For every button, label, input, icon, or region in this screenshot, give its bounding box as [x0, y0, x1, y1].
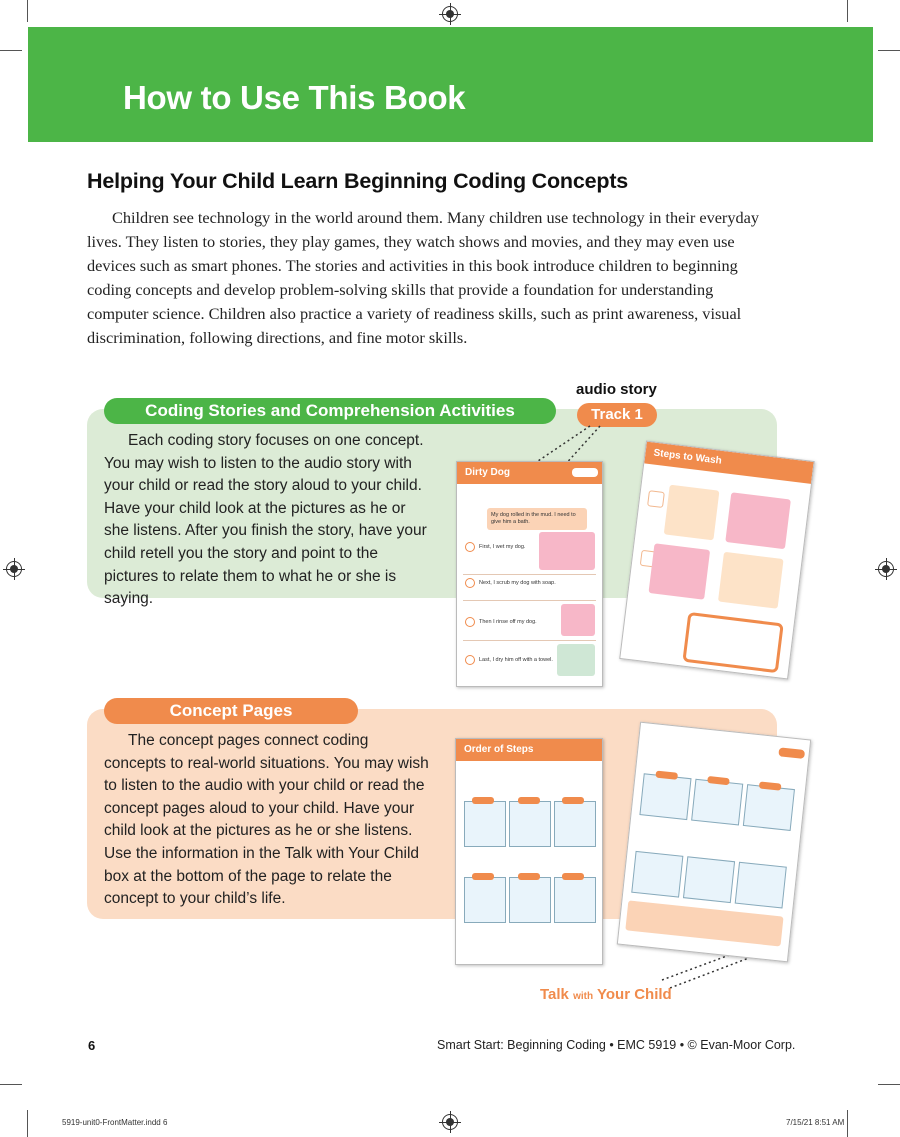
talk-with-your-child-label	[540, 986, 672, 1003]
story-step: Then I rinse off my dog.	[479, 619, 537, 625]
slug-date: 7/15/21 8:51 AM	[786, 1118, 845, 1127]
audio-story-label: audio story	[576, 381, 657, 398]
crop-mark	[847, 1110, 848, 1137]
crop-mark	[878, 1084, 900, 1085]
crop-mark	[878, 50, 900, 51]
talk-label-post: Your Child	[593, 986, 672, 1003]
activity-page-thumbnail	[619, 440, 815, 679]
crop-mark	[27, 0, 28, 22]
story-thumbnail-title: Dirty Dog	[457, 462, 602, 484]
coding-stories-body	[104, 430, 434, 611]
story-step: Next, I scrub my dog with soap.	[479, 580, 556, 586]
crop-mark	[0, 1084, 22, 1085]
registration-mark-icon	[6, 561, 22, 577]
header-banner	[28, 27, 873, 142]
concept-page-thumbnail-right	[617, 722, 811, 963]
registration-mark-icon	[442, 1114, 458, 1130]
slug-file: 5919-unit0-FrontMatter.indd 6	[62, 1118, 168, 1127]
activity-thumbnail-title: Steps to Wash	[644, 442, 813, 484]
talk-label-pre: Talk	[540, 986, 574, 1003]
concept-pages-paragraph: The concept pages connect coding concepts to real-world situations. You may wish to listen to the audio with your child or read the concept pages aloud to your child. Have your child look at the pictures as he or she listens. Use the information in the Talk with Your Child box at the bottom of the page to relate the concept to your child’s life.	[104, 732, 429, 908]
section-title: Helping Your Child Learn Beginning Coding Concepts	[87, 169, 629, 193]
story-page-thumbnail	[456, 461, 603, 687]
registration-mark-icon	[442, 6, 458, 22]
crop-mark	[847, 0, 848, 22]
page-number: 6	[88, 1038, 96, 1053]
story-speech-bubble: My dog rolled in the mud. I need to give him a bath.	[491, 512, 576, 525]
concept-thumbnail-title: Order of Steps	[456, 739, 602, 761]
concept-page-thumbnail-left	[455, 738, 603, 965]
talk-label-small: with	[573, 991, 594, 1002]
coding-stories-heading: Coding Stories and Comprehension Activities	[104, 398, 556, 424]
intro-text	[87, 206, 767, 349]
story-step: First, I wet my dog.	[479, 544, 526, 550]
crop-mark	[0, 50, 22, 51]
concept-pages-body	[104, 730, 434, 911]
crop-mark	[27, 1110, 28, 1137]
concept-pages-heading: Concept Pages	[104, 698, 358, 724]
track-badge: Track 1	[577, 403, 657, 427]
story-step: Last, I dry him off with a towel.	[479, 657, 553, 663]
coding-stories-paragraph: Each coding story focuses on one concept. You may wish to listen to the audio story with your child or read the story aloud to your child. Have your child look at the pictures as he or she listens. After you finish the story, have your child retell you the story and point to the pictures to relate them to what he or she is saying.	[104, 432, 427, 608]
page-title: How to Use This Book	[123, 79, 466, 116]
intro-paragraph: Children see technology in the world around them. Many children use technology in their everyday lives. They listen to stories, they play games, they watch shows and movies, and they may even use devices such as smart phones. The stories and activities in this book introduce children to beginning coding concepts and develop problem-solving skills that provide a foundation for understanding computer science. Children also practice a variety of readiness skills, such as print awareness, visual discrimination, following directions, and fine motor skills.	[87, 208, 760, 347]
footer-credit: Smart Start: Beginning Coding • EMC 5919 • © Evan-Moor Corp.	[437, 1038, 796, 1052]
